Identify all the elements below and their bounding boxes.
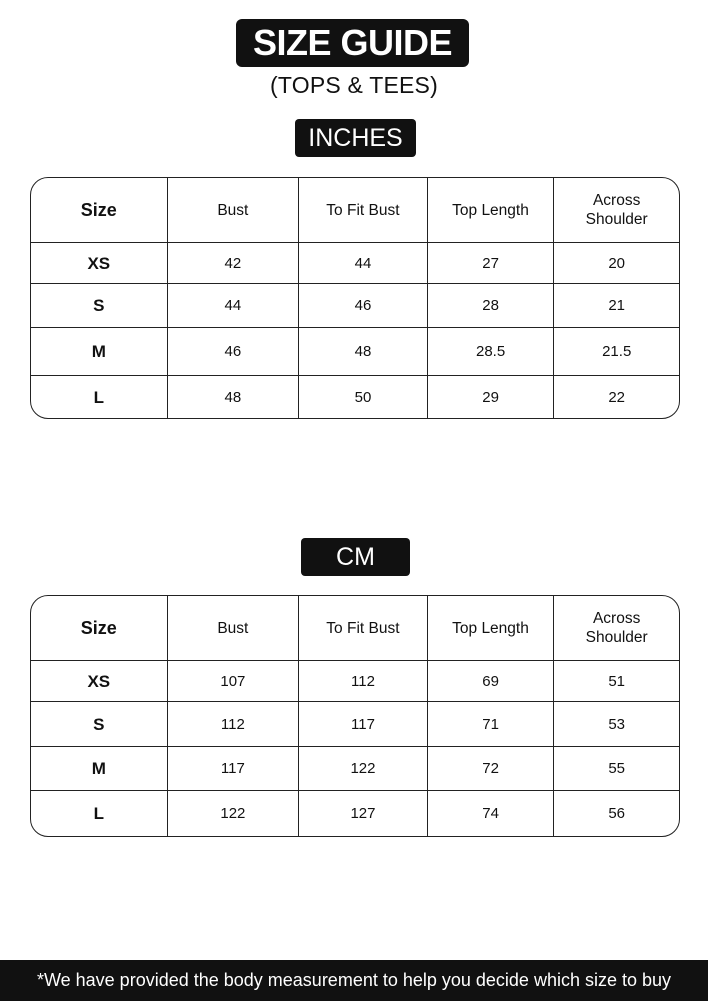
across-shoulder-cell: 22 (553, 376, 679, 418)
top-length-cell: 71 (427, 702, 554, 746)
header-across-shoulder: Across Shoulder (553, 596, 679, 660)
across-shoulder-cell: 51 (553, 661, 679, 701)
top-length-cell: 74 (427, 791, 554, 836)
size-cell: M (91, 342, 106, 361)
top-length-cell: 28 (427, 284, 554, 327)
size-cell: M (91, 759, 106, 778)
to-fit-bust-cell: 112 (298, 661, 427, 701)
size-table-cm (30, 595, 680, 837)
unit-label-cm: CM (301, 538, 410, 576)
table-row (31, 327, 679, 375)
size-cell: L (93, 387, 104, 407)
bust-cell: 122 (167, 791, 299, 836)
unit-label-inches: INCHES (295, 119, 416, 157)
across-shoulder-cell: 20 (553, 243, 679, 283)
table-row (31, 746, 679, 790)
to-fit-bust-cell: 48 (298, 328, 427, 375)
table-header-row (31, 178, 679, 242)
table-row (31, 790, 679, 836)
top-length-cell: 27 (427, 243, 554, 283)
to-fit-bust-cell: 127 (298, 791, 427, 836)
to-fit-bust-cell: 117 (298, 702, 427, 746)
top-length-cell: 28.5 (427, 328, 554, 375)
header-top-length: Top Length (427, 596, 554, 660)
table-row (31, 660, 679, 701)
top-length-cell: 29 (427, 376, 554, 418)
top-length-cell: 69 (427, 661, 554, 701)
size-cell: S (93, 296, 105, 315)
bust-cell: 48 (167, 376, 299, 418)
across-shoulder-cell: 55 (553, 747, 679, 790)
bust-cell: 46 (167, 328, 299, 375)
header-size: Size (80, 199, 117, 220)
bust-cell: 107 (167, 661, 299, 701)
size-cell: XS (87, 253, 111, 273)
across-shoulder-cell: 21 (553, 284, 679, 327)
across-shoulder-cell: 21.5 (553, 328, 679, 375)
to-fit-bust-cell: 122 (298, 747, 427, 790)
to-fit-bust-cell: 50 (298, 376, 427, 418)
header-to-fit-bust: To Fit Bust (298, 178, 427, 242)
to-fit-bust-cell: 44 (298, 243, 427, 283)
table-row (31, 283, 679, 327)
page-title: SIZE GUIDE (236, 19, 469, 67)
size-cell: XS (87, 671, 111, 691)
across-shoulder-cell: 56 (553, 791, 679, 836)
bust-cell: 117 (167, 747, 299, 790)
table-header-row (31, 596, 679, 660)
footer-note: *We have provided the body measurement to help you decide which size to buy (0, 960, 708, 1001)
size-cell: S (93, 714, 105, 734)
size-table-inches (30, 177, 680, 419)
header-size: Size (80, 617, 117, 638)
table-row (31, 701, 679, 746)
table-row (31, 242, 679, 283)
header-to-fit-bust: To Fit Bust (298, 596, 427, 660)
header-bust: Bust (167, 178, 299, 242)
across-shoulder-cell: 53 (553, 702, 679, 746)
bust-cell: 44 (167, 284, 299, 327)
bust-cell: 112 (167, 702, 299, 746)
header-top-length: Top Length (427, 178, 554, 242)
header-across-shoulder: Across Shoulder (553, 178, 679, 242)
table-row (31, 375, 679, 418)
top-length-cell: 72 (427, 747, 554, 790)
size-cell: L (93, 804, 104, 823)
to-fit-bust-cell: 46 (298, 284, 427, 327)
bust-cell: 42 (167, 243, 299, 283)
header-bust: Bust (167, 596, 299, 660)
page-subtitle: (TOPS & TEES) (270, 72, 438, 98)
